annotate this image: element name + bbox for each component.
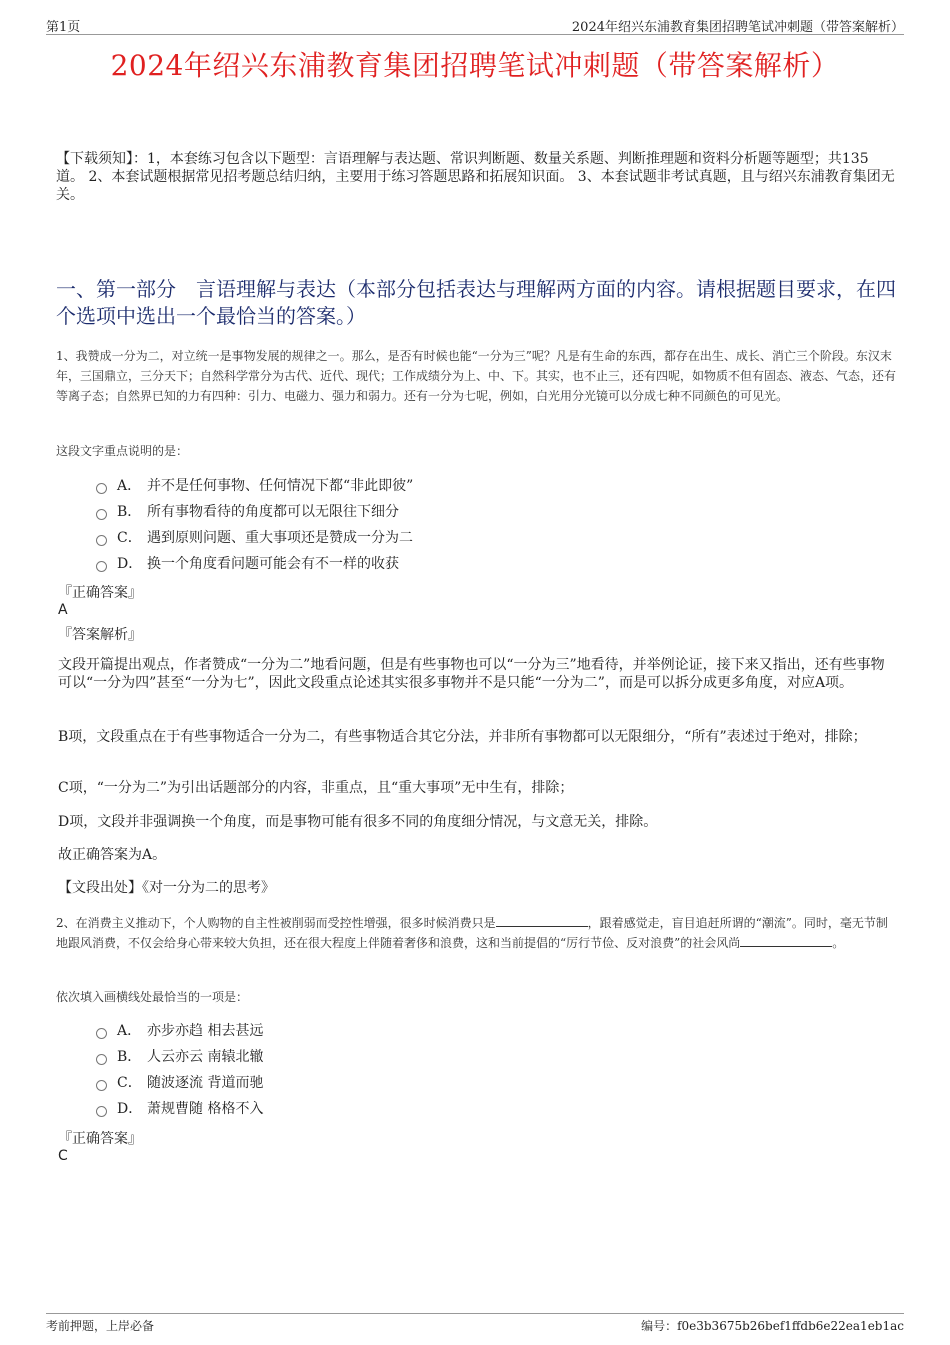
fill-blank [496, 915, 588, 927]
option-b[interactable]: B． 所有事物看待的角度都可以无限往下细分 [96, 499, 413, 525]
question-1-text: 1、我赞成一分为二，对立统一是事物发展的规律之一。那么，是否有时候也能“一分为三”呢？凡是有生命的东西，都存在出生、成长、消亡三个阶段。东汉末年，三国鼎立，三分天下；自然科学常分为古代、近代、现代；工作成绩分为上、中、下。其实，也不止三，还有四呢，如物质不但有固态、液态、气态，还有等离子态；自然界已知的力有四种：引力、电磁力、强力和弱力。还有一分为七呢，例如，白光用分光镜可以分成七种不同颜色的可见光。 [56, 349, 897, 403]
source-citation: 【文段出处】《对一分为二的思考》 [58, 880, 275, 896]
analysis-paragraph: D项，文段并非强调换一个角度，而是事物可能有很多不同的角度细分情况，与文意无关，排除。 [58, 814, 658, 830]
fill-blank [740, 935, 832, 947]
page-title: 2024年绍兴东浦教育集团招聘笔试冲刺题（带答案解析） [110, 49, 840, 82]
option-c[interactable]: C． 随波逐流 背道而驰 [96, 1070, 263, 1096]
question-1-prompt: 这段文字重点说明的是： [56, 444, 189, 458]
option-d[interactable]: D． 换一个角度看问题可能会有不一样的收获 [96, 551, 413, 577]
option-c[interactable]: C． 遇到原则问题、重大事项还是赞成一分为二 [96, 525, 413, 551]
question-2-prompt: 依次填入画横线处最恰当的一项是： [56, 990, 249, 1004]
question-2-text: 2、在消费主义推动下，个人购物的自主性被削弱而受控性增强，很多时候消费只是 ，跟着感觉走，盲目追赶所谓的“潮流”。同时，毫无节制地跟风消费，不仅会给身心带来较大负担，还在很大程度上伴随着奢侈和浪费，这和当前提倡的“厉行节俭、反对浪费”的社会风尚 。 [56, 916, 888, 950]
download-notice: 【下载须知】：1，本套练习包含以下题型：言语理解与表达题、常识判断题、数量关系题、判断推理题和资料分析题等题型；共135道。 2、本套试题根据常见招考题总结归纳，主要用于练习答题思路和拓展知识面。 3、本套试题非考试真题，且与绍兴东浦教育集团无关。 [56, 151, 895, 203]
analysis-paragraph: B项，文段重点在于有些事物适合一分为二，有些事物适合其它分法，并非所有事物都可以无限细分，“所有”表述过于绝对，排除； [58, 729, 867, 745]
analysis-paragraph: 文段开篇提出观点，作者赞成“一分为二”地看问题，但是有些事物也可以“一分为三”地看待，并举例论证，接下来又指出，还有些事物可以“一分为四”甚至“一分为七”，因此文段重点论述其实很多事物并不是只能“一分为二”，而是可以拆分成更多角度，对应A项。 [58, 657, 885, 691]
radio-icon[interactable] [96, 1054, 107, 1065]
option-a[interactable]: A． 亦步亦趋 相去甚远 [96, 1018, 263, 1044]
radio-icon[interactable] [96, 1106, 107, 1117]
radio-icon[interactable] [96, 535, 107, 546]
answer-value: A [58, 602, 68, 618]
option-d[interactable]: D． 萧规曹随 格格不入 [96, 1096, 263, 1122]
header-doc-title: 2024年绍兴东浦教育集团招聘笔试冲刺题（带答案解析） [571, 20, 904, 35]
analysis-conclusion: 故正确答案为A。 [58, 847, 167, 863]
answer-value: C [58, 1148, 68, 1164]
answer-label: 『正确答案』 [58, 1131, 142, 1147]
page-number: 第1页 [46, 20, 81, 35]
footer-doc-id: 编号：f0e3b3675b26bef1ffdb6e22ea1eb1ac [641, 1319, 904, 1333]
question-2-options [96, 1018, 263, 1122]
option-a[interactable]: A． 并不是任何事物、任何情况下都“非此即彼” [96, 473, 413, 499]
analysis-paragraph: C项，“一分为二”为引出话题部分的内容，非重点，且“重大事项”无中生有，排除； [58, 780, 574, 796]
radio-icon[interactable] [96, 509, 107, 520]
question-1-options [96, 473, 413, 577]
section-heading: 一、第一部分 言语理解与表达（本部分包括表达与理解两方面的内容。请根据题目要求，在四个选项中选出一个最恰当的答案。） [56, 277, 896, 328]
footer-slogan: 考前押题，上岸必备 [46, 1319, 155, 1333]
radio-icon[interactable] [96, 561, 107, 572]
radio-icon[interactable] [96, 1080, 107, 1091]
page-footer [46, 1313, 904, 1336]
answer-label: 『正确答案』 [58, 585, 142, 601]
option-b[interactable]: B． 人云亦云 南辕北辙 [96, 1044, 263, 1070]
radio-icon[interactable] [96, 483, 107, 494]
page-header [46, 14, 904, 35]
analysis-label: 『答案解析』 [58, 627, 142, 643]
radio-icon[interactable] [96, 1028, 107, 1039]
